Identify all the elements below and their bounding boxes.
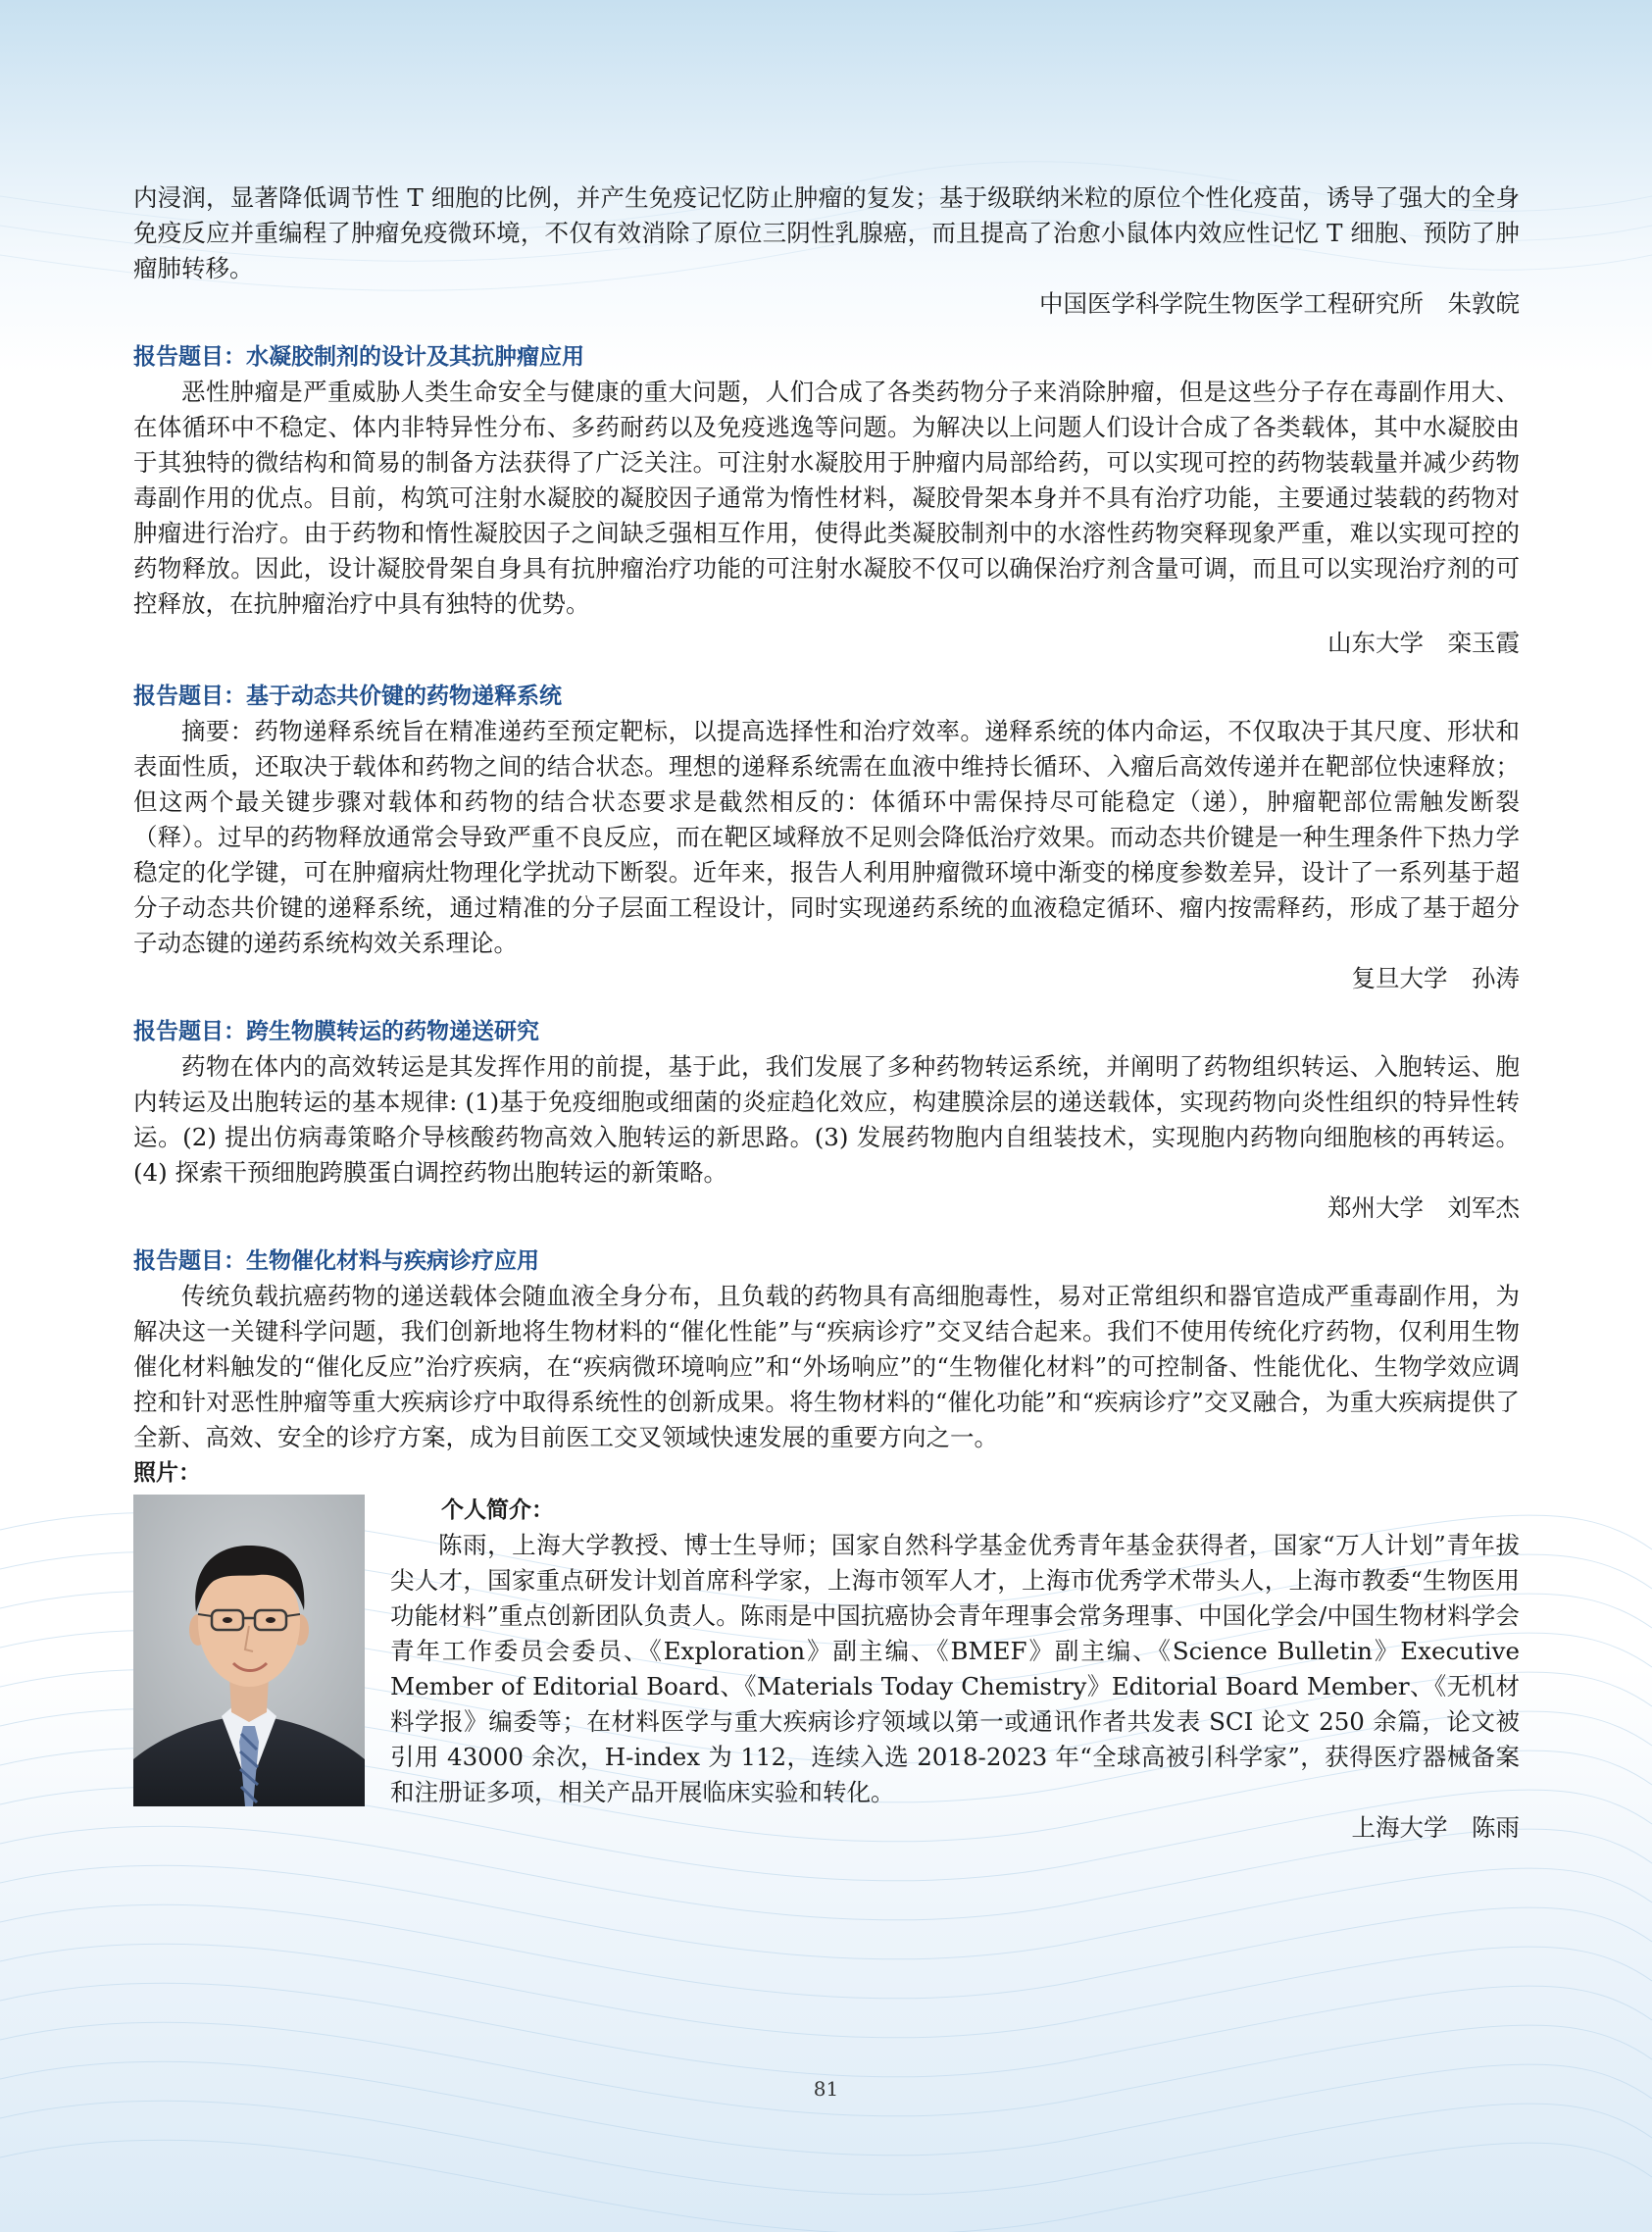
page-content (133, 180, 1520, 1846)
report-affiliation-dynamic-covalent: 复旦大学 孙涛 (1351, 964, 1520, 992)
continuation-affiliation: 中国医学科学院生物医学工程研究所 朱敦皖 (1039, 289, 1520, 318)
bio-heading: 个人简介： (441, 1497, 554, 1523)
report-body-hydrogel: 恶性肿瘤是严重威胁人类生命安全与健康的重大问题，人们合成了各类药物分子来消除肿瘤，但是这些分子存在毒副作用大、在体循环中不稳定、体内非特异性分布、多药耐药以及免疫逃逸等问题。为解决以上问题人们设计合成了各类载体，其中水凝胶由于其独特的微结构和简易的制备方法获得了广泛关注。可注射水凝胶用于肿瘤内局部给药，可以实现可控的药物装载量并减少药物毒副作用的优点。目前，构筑可注射水凝胶的凝胶因子通常为惰性材料，凝胶骨架本身并不具有治疗功能，主要通过装载的药物对肿瘤进行治疗。由于药物和惰性凝胶因子之间缺乏强相互作用，使得此类凝胶制剂中的水溶性药物突释现象严重，难以实现可控的药物释放。因此，设计凝胶骨架自身具有抗肿瘤治疗功能的可注射水凝胶不仅可以确保治疗剂含量可调，而且可以实现治疗剂的可控释放，在抗肿瘤治疗中具有独特的优势。 (133, 378, 1520, 618)
page-number: 81 (813, 2077, 839, 2101)
bio-affiliation: 上海大学 陈雨 (1351, 1813, 1520, 1842)
bio-section (133, 1493, 1520, 1846)
report-affiliation-membrane-transport: 郑州大学 刘军杰 (1327, 1193, 1520, 1222)
continuation-paragraph: 内浸润，显著降低调节性 T 细胞的比例，并产生免疫记忆防止肿瘤的复发；基于级联纳米粒的原位个性化疫苗，诱导了强大的全身免疫反应并重编程了肿瘤免疫微环境，不仅有效消除了原位三阴性乳腺癌，而且提高了治愈小鼠体内效应性记忆 T 细胞、预防了肿瘤肺转移。 (133, 183, 1520, 282)
report-title-membrane-transport: 报告题目：跨生物膜转运的药物递送研究 (133, 1019, 539, 1044)
report-title-biocatalysis: 报告题目：生物催化材料与疾病诊疗应用 (133, 1248, 539, 1274)
report-affiliation-hydrogel: 山东大学 栾玉霞 (1327, 629, 1520, 657)
report-title-hydrogel: 报告题目：水凝胶制剂的设计及其抗肿瘤应用 (133, 344, 584, 370)
bio-paragraph: 陈雨，上海大学教授、博士生导师；国家自然科学基金优秀青年基金获得者，国家“万人计划”青年拔尖人才，国家重点研发计划首席科学家，上海市领军人才，上海市优秀学术带头人，上海市教委“生物医用功能材料”重点创新团队负责人。陈雨是中国抗癌协会青年理事会常务理事、中国化学会/中国生物材料学会青年工作委员会委员、《Exploration》副主编、《BMEF》副主编、《Science Bulletin》Executive Member of Editorial Board、《Materials Today Chemistry》Editorial Board Member、《无机材料学报》编委等；在材料医学与重大疾病诊疗领域以第一或通讯作者共发表 SCI 论文 250 余篇，论文被引用 43000 余次，H-index 为 112，连续入选 2018-2023 年“全球高被引科学家”，获得医疗器械备案和注册证多项，相关产品开展临床实验和转化。 (390, 1531, 1520, 1806)
bio-text-block (390, 1493, 1520, 1846)
photo-label: 照片： (133, 1460, 201, 1486)
report-body-dynamic-covalent: 摘要：药物递释系统旨在精准递药至预定靶标，以提高选择性和治疗效率。递释系统的体内命运，不仅取决于其尺度、形状和表面性质，还取决于载体和药物之间的结合状态。理想的递释系统需在血液中维持长循环、入瘤后高效传递并在靶部位快速释放；但这两个最关键步骤对载体和药物的结合状态要求是截然相反的：体循环中需保持尽可能稳定（递），肿瘤靶部位需触发断裂（释）。过早的药物释放通常会导致严重不良反应，而在靶区域释放不足则会降低治疗效果。而动态共价键是一种生理条件下热力学稳定的化学键，可在肿瘤病灶物理化学扰动下断裂。近年来，报告人利用肿瘤微环境中渐变的梯度参数差异，设计了一系列基于超分子动态共价键的递释系统，通过精准的分子层面工程设计，同时实现递药系统的血液稳定循环、瘤内按需释药，形成了基于超分子动态键的递药系统构效关系理论。 (133, 717, 1520, 957)
report-body-membrane-transport: 药物在体内的高效转运是其发挥作用的前提，基于此，我们发展了多种药物转运系统，并阐明了药物组织转运、入胞转运、胞内转运及出胞转运的基本规律: (1)基于免疫细胞或细菌的炎症趋化效应，构建膜涂层的递送载体，实现药物向炎性组织的特异性转运。(2) 提出仿病毒策略介导核酸药物高效入胞转运的新思路。(3) 发展药物胞内自组装技术，实现胞内药物向细胞核的再转运。(4) 探索干预细胞跨膜蛋白调控药物出胞转运的新策略。 (133, 1052, 1520, 1187)
report-title-dynamic-covalent: 报告题目：基于动态共价键的药物递释系统 (133, 684, 562, 709)
portrait-photo (133, 1495, 365, 1806)
report-body-biocatalysis: 传统负载抗癌药物的递送载体会随血液全身分布，且负载的药物具有高细胞毒性，易对正常组织和器官造成严重毒副作用，为解决这一关键科学问题，我们创新地将生物材料的“催化性能”与“疾病诊疗”交叉结合起来。我们不使用传统化疗药物，仅利用生物催化材料触发的“催化反应”治疗疾病，在“疾病微环境响应”和“外场响应”的“生物催化材料”的可控制备、性能优化、生物学效应调控和针对恶性肿瘤等重大疾病诊疗中取得系统性的创新成果。将生物材料的“催化功能”和“疾病诊疗”交叉融合，为重大疾病提供了全新、高效、安全的诊疗方案，成为目前医工交叉领域快速发展的重要方向之一。 (133, 1282, 1520, 1451)
